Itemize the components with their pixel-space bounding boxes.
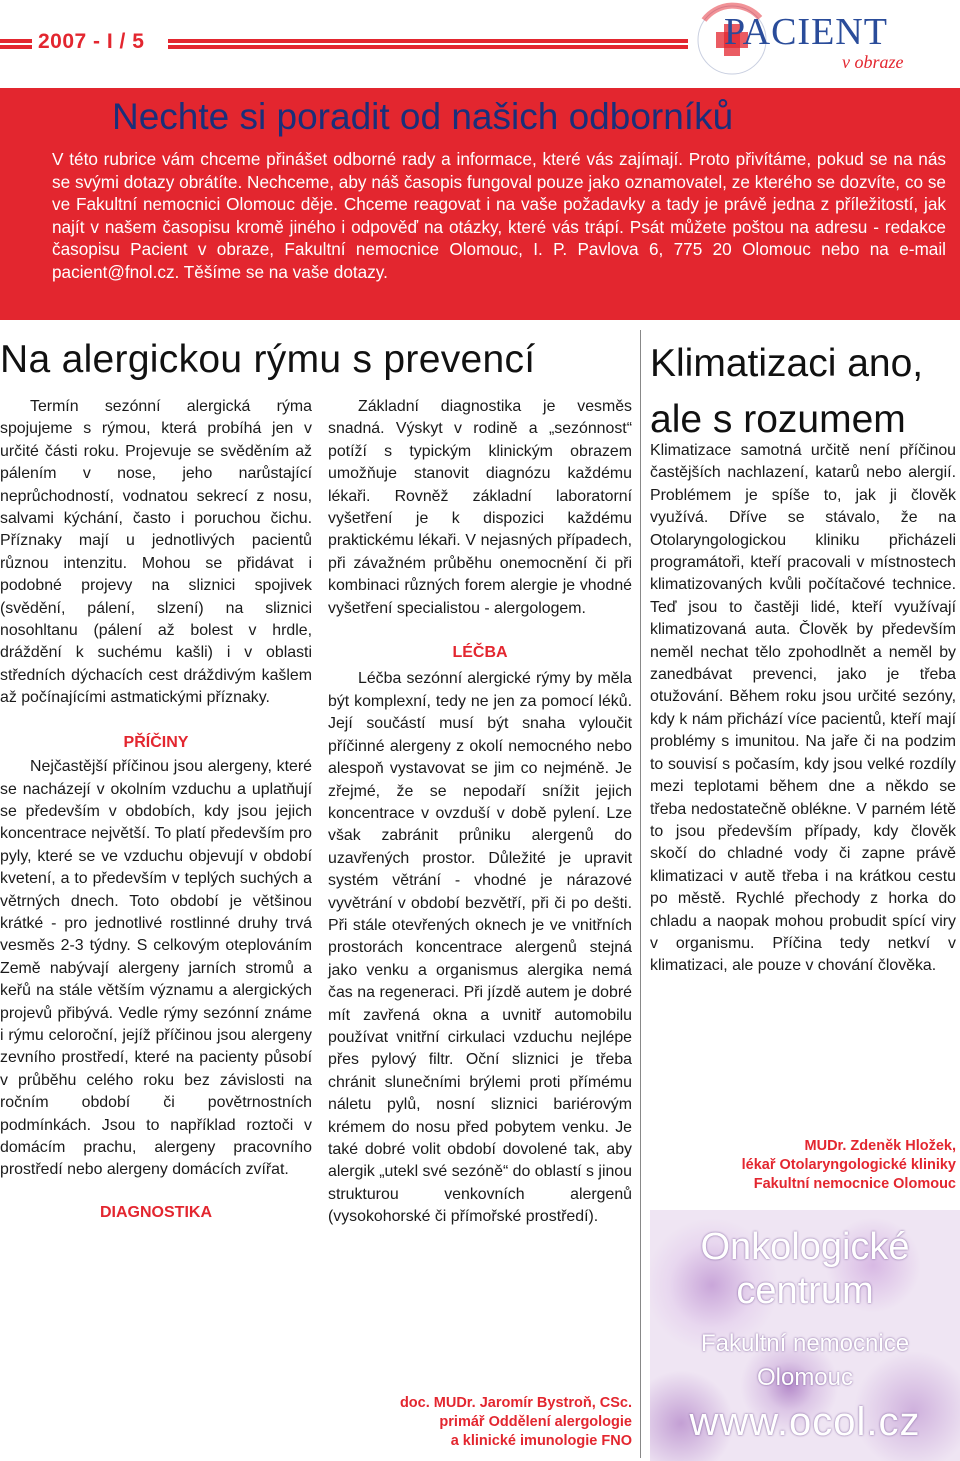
column-divider xyxy=(640,330,641,1458)
article1-paragraph-intro: Termín sezónní alergická rýma spojujeme s rýmou, která probíhá jen v určité části roku. Projevuje se svěděním až pálením v nose, jeho narůstající neprůchodností, vodnatou sekrecí z nosu, salvami kýchání, často i poruchou čichu. Příznaky mají u jednotlivých pacientů různou intenzitu. Mohou se přidávat i podobné projevy na sliznici spojivek (svědění, pálení, slzení) na sliznici nosohltanu (pálení až bolest v hrdle, dráždění k suchému kašli) i v oblasti středních dýchacích cest dráždivým kašlem až počínajícími astmatickými příznaky. xyxy=(0,398,312,707)
logo-wordmark: PACIENT xyxy=(724,11,888,53)
article1-paragraph-treatment: Léčba sezónní alergické rýmy by měla být komplexní, tedy ne jen za pomocí léků. Její součástí musí být snaha vyloučit příčinné alergeny z okolí nemocného nebo alespoň vystavovat se jim co nejméně. Je zřejmé, že se nepodaří snížit jejich koncentrace v ovzduší v době pylení. Lze však zabránit průniku alergenů do uzavřených prostor. Důležité je upravit systém větrání - vhodné je nárazové vyvětrání v období bezvětří, při či po dešti. Při stále otevřených oknech je ve vnitřních prostorách koncentrace alergenů stejná jako venku a organismus alergika nemá čas na regeneraci. Při jízdě autem je dobré mít zavřená okna a uvnitř automobilu používat vnitřní cirkulaci vzduchu nejlépe přes pylový filtr. Oční sliznici je třeba chránit slunečními brýlemi proti přímému náletu pylů, nosní sliznici bariérovým krémem do nosu před pobytem venku. Je také dobré volit období dovolené tak, aby alergik „utekl své sezóně“ do oblastí s jinou strukturou venkovních alergenů (vysokohorské či přímořské prostředí). xyxy=(328,670,632,1226)
article2-author: MUDr. Zdeněk Hložek, xyxy=(804,1138,956,1154)
banner-intro: V této rubrice vám chceme přinášet odborné rady a informace, které vás zajímají. Proto přivítáme, pokud se na nás se svými dotazy obrátíte. Nechceme, aby náš časopis fungoval pouze jako oznamovatel, ze kterého se dozvíte, co se ve Fakultní nemocnici Olomouc děje. Chceme reagovat i na vaše požadavky a tady je právě jedna z příležitostí, jak najít v našem časopisu kromě jiného i odpověď na otázky, které vás trápí. Psát můžete poštou na adresu - redakce časopisu Pacient v obraze, Fakultní nemocnice Olomouc, I. P. Pavlova 6, 775 20 Olomouc nebo na e-mail pacient@fnol.cz. Těšíme se na vaše dotazy. xyxy=(52,149,946,282)
ad-line-3: Fakultní nemocnice xyxy=(700,1330,910,1357)
section-heading-causes: PŘÍČINY xyxy=(123,733,189,751)
logo-subtitle: v obraze xyxy=(842,52,904,72)
article-title-aircon: Klimatizaci ano, ale s rozumem xyxy=(650,342,924,441)
issue-number: 2007 - I / 5 xyxy=(38,30,145,53)
ad-line-4: Olomouc xyxy=(756,1364,854,1391)
article2-column xyxy=(650,440,956,978)
article1-author-role1: primář Oddělení alergologie xyxy=(439,1414,632,1430)
article2-author-role2: Fakultní nemocnice Olomouc xyxy=(753,1176,956,1192)
ad-line-2: centrum xyxy=(736,1270,874,1312)
section-heading-treatment: LÉČBA xyxy=(452,644,508,662)
article1-signature xyxy=(328,1394,632,1451)
article2-signature xyxy=(650,1137,956,1194)
article2-author-role1: lékař Otolaryngologické kliniky xyxy=(741,1157,956,1173)
section-heading-diagnostics: DIAGNOSTIKA xyxy=(100,1203,212,1221)
banner-title: Nechte si poradit od našich odborníků xyxy=(112,96,734,137)
ad-line-1: Onkologické xyxy=(700,1226,910,1268)
article1-author-role2: a klinické imunologie FNO xyxy=(450,1433,632,1449)
article1-paragraph-diagnostics: Základní diagnostika je vesměs snadná. Výskyt v rodině a „sezónnost“ potíží s typickým klinickým obrazem umožňuje stanovit diagnózu každému lékaři. Rovněž základní laboratorní vyšetření je k dispozici každému praktickému lékaři. V nejasných případech, při závažném průběhu onemocnění či při kombinaci různých forem alergie je vhodné vyšetření specialistou - alergologem. xyxy=(328,398,632,617)
ad-website-link[interactable]: www.ocol.cz xyxy=(689,1400,921,1444)
article1-column1 xyxy=(0,396,312,1226)
article1-column2 xyxy=(328,396,632,1229)
article2-paragraph: Klimatizace samotná určitě není příčinou častějších nachlazení, katarů nebo alergií. Problémem je spíše to, jak ji člověk využívá. Dříve se stávalo, že na Otolaryngologickou kliniku přicházeli programátoři, kteří pracovali v místnostech klimatizovaných kvůli počítačové technice. Teď jsou to častěji lidé, kteří využívají klimatizovaná auta. Člověk by především neměl nechat tělo zpohodlnět a neměl by zanedbávat prevenci, jako je třeba otužování. Během roku jsou určité sezóny, kdy k nám přichází více pacientů, kteří mají problémy s imunitou. Na jaře či na podzim to souvisí s počasím, kdy jsou velké rozdíly mezi teplotami během dne a někdo se třeba nedostatečně oblékne. V parném létě to jsou především případy, kdy člověk skočí do chladné vody či zapne právě klimatizaci v autě třeba i na krátkou cestu po městě. Rychlé přechody z horka do chladu a naopak mohou probudit spící viry v organismu. Příčina tedy netkví v klimatizaci, ale pouze v chování člověka. xyxy=(650,442,956,975)
oncology-center-ad[interactable] xyxy=(650,1210,960,1461)
article-title-allergy: Na alergickou rýmu s prevencí xyxy=(0,338,536,381)
article1-paragraph-causes: Nejčastější příčinou jsou alergeny, které se nacházejí v okolním vzduchu a uplatňují se především v obdobích, kdy jsou jejich koncentrace největší. To platí především pro pyly, které se ve vzduchu objevují v období kvetení, a to především v teplých suchých a větrných dnech. Toto období je většinou krátké - pro jednotlivé rostlinné druhy trvá vesměs 2-3 týdny. S celkovým oteplováním Země nabývají alergeny jarních stromů a keřů na stále větším významu a alergických projevů přibývá. Vedle rýmy sezónní známe i rýmu celoroční, jejíž příčinou jsou alergeny zevního prostředí, které na pacienty působí v průběhu celého roku bez závislosti na ročním období či povětrnostních podmínkách. Jsou to například roztoči v domácím prachu, alergeny pracovního prostředí nebo alergeny domácích zvířat. xyxy=(0,758,312,1179)
article1-author: doc. MUDr. Jaromír Bystroň, CSc. xyxy=(399,1395,632,1411)
